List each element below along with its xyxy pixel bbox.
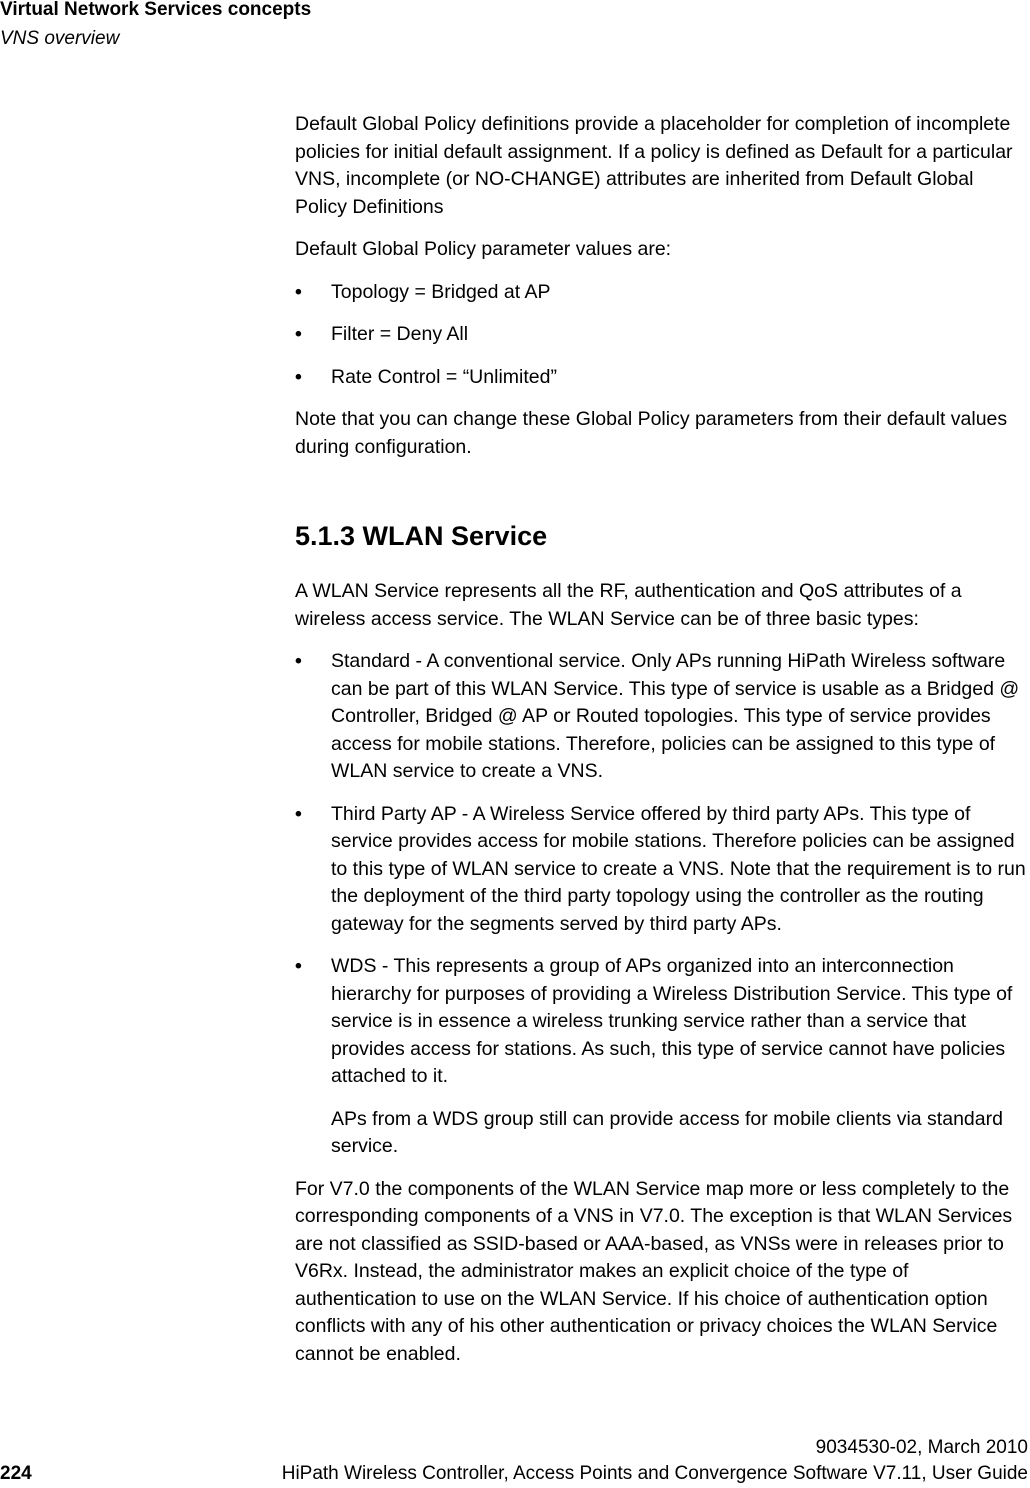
list-item-text: WDS - This represents a group of APs organized into an interconnection hierarchy for purposes of providing a Wireless Distribution Service. This type of service is in essence a wireless trunking service rather than a service that provides access for stations. As such, this type of service cannot have policies attached to it. xyxy=(331,955,1013,1087)
parameter-intro: Default Global Policy parameter values are: xyxy=(295,238,672,260)
list-item-text: Standard - A conventional service. Only APs running HiPath Wireless software can be part of this WLAN Service. This type of service is usable as a Bridged @ Controller, Bridged @ AP or Routed topologies. This type of service provides access for mobile stations. Therefore, policies can be assigned to this type of WLAN service to create a VNS. xyxy=(331,650,1020,782)
bullet-icon: • xyxy=(295,802,302,825)
list-item-text: Filter = Deny All xyxy=(331,323,469,345)
closing-paragraph: For V7.0 the components of the WLAN Service map more or less completely to the corresponding components of a VNS in V7.0. The exception is that WLAN Services are not classified as SSID-based or AAA-based, as VNSs were in releases prior to V6Rx. Instead, the administrator makes an explicit choice of the type of authentication to use on the WLAN Service. If his choice of authentication option conflicts with any of his other authentication or privacy choices the WLAN Service cannot be enabled. xyxy=(295,1177,1013,1365)
list-item-text: Topology = Bridged at AP xyxy=(331,280,551,303)
footer-doc-number: 9034530-02, March 2010 xyxy=(815,1437,1028,1458)
list-item-text: Third Party AP - A Wireless Service offered by third party APs. This type of service provides access for mobile stations. Therefore policies can be assigned to this type of WLAN service to create a VNS. Note that the requirement is to run the deployment of the third party topology using the controller as the routing gateway for the segments served by third party APs. xyxy=(331,802,1026,935)
footer-page-number: 224 xyxy=(0,1463,32,1484)
bullet-icon: • xyxy=(295,365,302,388)
list-item xyxy=(295,279,1030,307)
wds-note: APs from a WDS group still can provide access for mobile clients via standard service. xyxy=(331,1107,1003,1157)
section-heading: 5.1.3 WLAN Service xyxy=(295,521,548,551)
running-header-title: Virtual Network Services concepts xyxy=(0,0,312,20)
bullet-icon: • xyxy=(295,323,302,345)
footer-guide-title: HiPath Wireless Controller, Access Points and Convergence Software V7.11, User Guide xyxy=(281,1463,1028,1484)
intro-paragraph: Default Global Policy definitions provide a placeholder for completion of incomplete policies for initial default assignment. If a policy is defined as Default for a particular VNS, incomplete (or NO-CHANGE) attributes are inherited from Default Global Policy Definitions xyxy=(295,113,1013,218)
bullet-icon: • xyxy=(295,650,302,672)
bullet-icon: • xyxy=(295,280,302,303)
running-header-subtitle: VNS overview xyxy=(0,28,120,49)
section-intro: A WLAN Service represents all the RF, authentication and QoS attributes of a wireless access service. The WLAN Service can be of three basic types: xyxy=(295,580,962,630)
list-item xyxy=(295,321,1030,349)
list-item xyxy=(295,648,1030,786)
list-item xyxy=(295,801,1030,939)
bullet-icon: • xyxy=(295,955,302,977)
list-item xyxy=(295,364,1030,392)
body-content xyxy=(295,111,1030,1383)
list-item xyxy=(295,953,1030,1091)
list-item-text: Rate Control = “Unlimited” xyxy=(331,365,557,388)
note-paragraph: Note that you can change these Global Policy parameters from their default values during configuration. xyxy=(295,408,1008,458)
